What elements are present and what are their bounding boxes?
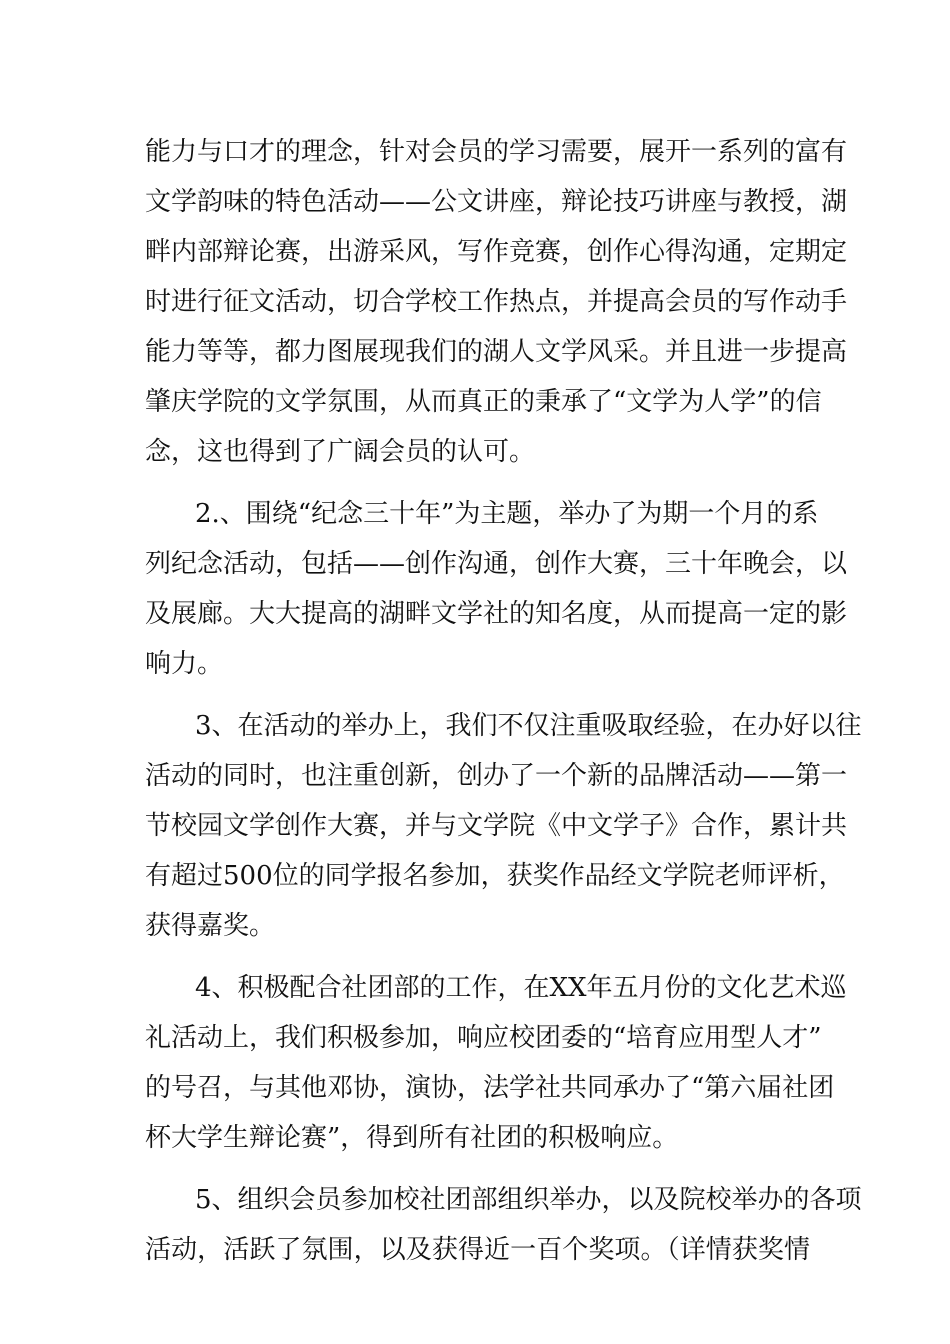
paragraph-1	[145, 127, 848, 477]
text-line: 3、在活动的举办上，我们不仅注重吸取经验，在办好以往	[195, 711, 862, 741]
text-line: 畔内部辩论赛，出游采风，写作竞赛，创作心得沟通，定期定	[145, 237, 848, 267]
text-line: 文学韵味的特色活动——公文讲座，辩论技巧讲座与教授，湖	[145, 187, 848, 217]
paragraph-4	[145, 963, 847, 1163]
text-line: 节校园文学创作大赛，并与文学院《中文学子》合作，累计共	[145, 811, 848, 841]
text-line: 2.、围绕“纪念三十年”为主题，举办了为期一个月的系	[195, 499, 819, 529]
paragraph-gap	[145, 477, 810, 489]
paragraph-gap	[145, 1163, 810, 1175]
paragraph-5	[145, 1175, 862, 1275]
text-line: 的号召，与其他邓协，演协，法学社共同承办了“第六届社团	[145, 1073, 835, 1103]
text-line: 获得嘉奖。	[145, 911, 276, 941]
text-line: 4、积极配合社团部的工作，在XX年五月份的文化艺术巡	[195, 973, 847, 1003]
text-line: 时进行征文活动，切合学校工作热点，并提高会员的写作动手	[145, 287, 848, 317]
text-line: 响力。	[145, 649, 224, 679]
text-line: 有超过500位的同学报名参加，获奖作品经文学院老师评析，	[145, 861, 845, 891]
paragraph-gap	[145, 689, 810, 701]
text-line: 能力等等，都力图展现我们的湖人文学风采。并且进一步提高	[145, 337, 848, 367]
text-line: 念，这也得到了广阔会员的认可。	[145, 437, 536, 467]
document-body	[145, 127, 862, 1275]
text-line: 列纪念活动，包括——创作沟通，创作大赛，三十年晚会，以	[145, 549, 848, 579]
paragraph-gap	[145, 951, 810, 963]
text-line: 5、组织会员参加校社团部组织举办，以及院校举办的各项	[195, 1185, 862, 1215]
text-line: 杯大学生辩论赛”，得到所有社团的积极响应。	[145, 1123, 679, 1153]
paragraph-3	[145, 701, 862, 951]
text-line: 活动，活跃了氛围，以及获得近一百个奖项。（详情获奖情	[145, 1235, 810, 1265]
text-line: 能力与口才的理念，针对会员的学习需要，展开一系列的富有	[145, 137, 848, 167]
paragraph-2	[145, 489, 848, 689]
text-line: 肇庆学院的文学氛围，从而真正的秉承了“文学为人学”的信	[145, 387, 822, 417]
text-line: 活动的同时，也注重创新，创办了一个新的品牌活动——第一	[145, 761, 848, 791]
text-line: 礼活动上，我们积极参加，响应校团委的“培育应用型人才”	[145, 1023, 822, 1053]
text-line: 及展廊。大大提高的湖畔文学社的知名度，从而提高一定的影	[145, 599, 848, 629]
